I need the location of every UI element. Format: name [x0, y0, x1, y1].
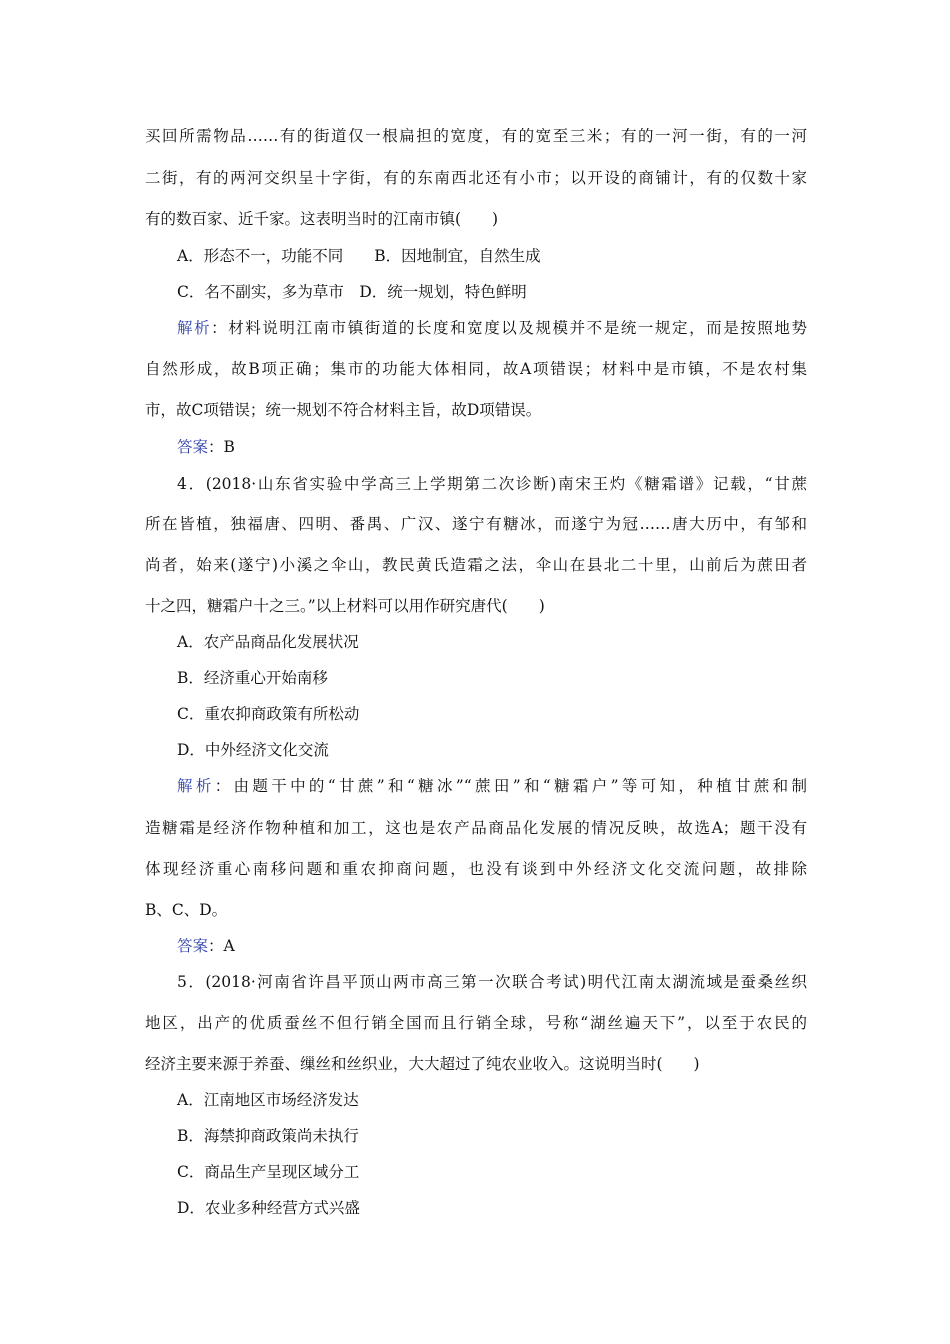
question-4-line-2: 所在皆植，独福唐、四明、番禺、广汉、遂宁有糖冰，而遂宁为冠……唐大历中，有邹和: [145, 515, 807, 533]
question-4-analysis-line-1: [177, 776, 807, 796]
question-5-option-c: C．商品生产呈现区域分工: [177, 1163, 360, 1181]
question-3-line-1: 买回所需物品……有的街道仅一根扁担的宽度，有的宽至三米；有的一河一街，有的一河: [145, 127, 807, 145]
question-4-option-a: A．农产品商品化发展状况: [177, 633, 359, 651]
question-4-option-c: C．重农抑商政策有所松动: [177, 705, 360, 723]
question-5-option-b: B．海禁抑商政策尚未执行: [177, 1127, 359, 1145]
question-3-analysis-line-3: 市，故C项错误；统一规划不符合材料主旨，故D项错误。: [145, 401, 542, 419]
question-4-analysis-line-4: B、C、D。: [145, 901, 228, 919]
question-4-line-3: 尚者，始来(遂宁)小溪之伞山，教民黄氏造霜之法，伞山在县北二十里，山前后为蔗田者: [145, 556, 807, 574]
question-4-answer: [177, 936, 950, 956]
answer-value: ：A: [208, 937, 235, 955]
question-5-option-d: D．农业多种经营方式兴盛: [177, 1199, 360, 1217]
question-4-line-4: 十之四，糖霜户十之三。”以上材料可以用作研究唐代( ): [145, 597, 545, 615]
question-3-answer: [177, 437, 950, 457]
question-3-analysis-line-2: 自然形成，故B项正确；集市的功能大体相同，故A项错误；材料中是市镇，不是农村集: [145, 360, 807, 378]
analysis-text: ：由题干中的“甘蔗”和“糖冰”“蔗田”和“糖霜户”等可知，种植甘蔗和制: [214, 777, 807, 795]
question-4-option-b: B．经济重心开始南移: [177, 669, 328, 687]
question-4-analysis-line-2: 造糖霜是经济作物种植和加工，这也是农产品商品化发展的情况反映，故选A；题干没有: [145, 819, 807, 837]
question-3-option-cd: C．名不副实，多为草市 D．统一规划，特色鲜明: [177, 283, 527, 301]
question-4-analysis-line-3: 体现经济重心南移问题和重农抑商问题，也没有谈到中外经济文化交流问题，故排除: [145, 860, 807, 878]
question-3-option-ab: A．形态不一，功能不同 B．因地制宜，自然生成: [177, 247, 541, 265]
question-4-line-1: 4．(2018·山东省实验中学高三上学期第二次诊断)南宋王灼《糖霜谱》记载，“甘蔗: [177, 475, 807, 493]
question-3-line-2: 二街，有的两河交织呈十字街，有的东南西北还有小市；以开设的商铺计，有的仅数十家: [145, 169, 807, 187]
question-5-option-a: A．江南地区市场经济发达: [177, 1091, 359, 1109]
question-3-analysis-line-1: [177, 318, 807, 338]
question-3-line-3: 有的数百家、近千家。这表明当时的江南市镇( ): [145, 210, 499, 228]
analysis-text: ：材料说明江南市镇街道的长度和宽度以及规模并不是统一规定，而是按照地势: [211, 319, 807, 337]
answer-label: 答案: [177, 937, 209, 955]
question-5-line-1: 5．(2018·河南省许昌平顶山两市高三第一次联合考试)明代江南太湖流域是蚕桑丝织: [177, 973, 807, 991]
analysis-label: 解析: [177, 319, 212, 337]
analysis-label: 解析: [177, 777, 215, 795]
answer-label: 答案: [177, 438, 209, 456]
question-5-line-2: 地区，出产的优质蚕丝不但行销全国而且行销全球，号称“湖丝遍天下”，以至于农民的: [145, 1014, 807, 1032]
question-5-line-3: 经济主要来源于养蚕、缫丝和丝织业，大大超过了纯农业收入。这说明当时( ): [145, 1055, 700, 1073]
answer-value: ：B: [208, 438, 235, 456]
question-4-option-d: D．中外经济文化交流: [177, 741, 329, 759]
